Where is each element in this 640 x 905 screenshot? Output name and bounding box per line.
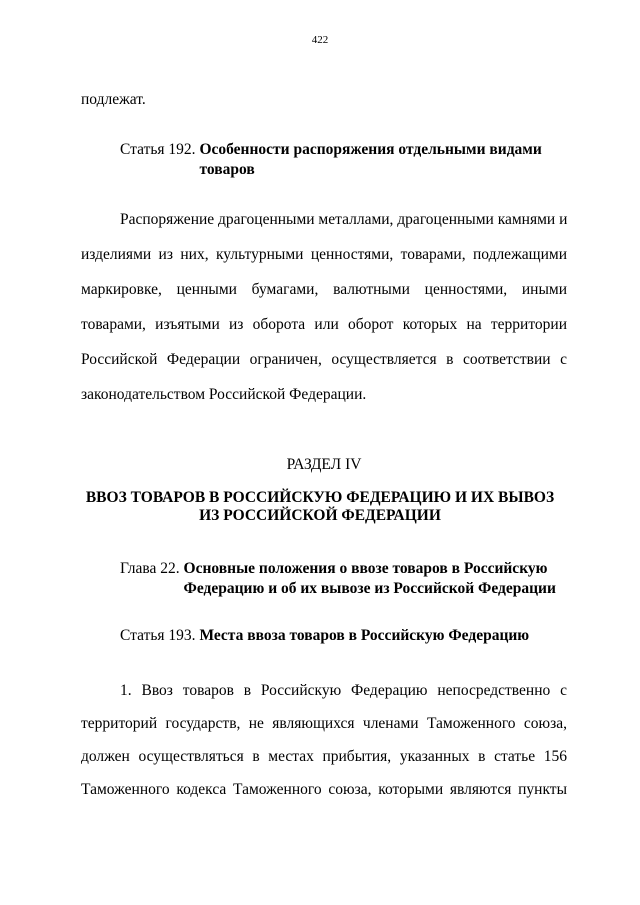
page-number: 422 bbox=[311, 34, 329, 46]
article-192-title-line1: Особенности распоряжения отдельными видами bbox=[199, 141, 542, 158]
paragraph-line: изделиями из них, культурными ценностями, товарами, подлежащими bbox=[81, 246, 567, 263]
article-192-prefix: Статья 192. bbox=[120, 141, 196, 158]
paragraph-line: 1. Ввоз товаров в Российскую Федерацию непосредственно с bbox=[120, 682, 567, 699]
chapter-22-title-line2: Федерацию и об их вывозе из Российской Федерации bbox=[183, 580, 556, 597]
paragraph-line: Российской Федерации ограничен, осуществляется в соответствии с bbox=[81, 351, 567, 368]
article-193-prefix: Статья 193. bbox=[120, 627, 196, 644]
section-title-line1: ВВОЗ ТОВАРОВ В РОССИЙСКУЮ ФЕДЕРАЦИЮ И ИХ ВЫВОЗ bbox=[85, 489, 555, 506]
paragraph-line: Таможенного кодекса Таможенного союза, которыми являются пункты bbox=[81, 781, 567, 798]
paragraph-line: территорий государств, не являющихся членами Таможенного союза, bbox=[81, 715, 567, 732]
paragraph-line: законодательством Российской Федерации. bbox=[81, 386, 367, 403]
paragraph-line: маркировке, ценными бумагами, валютными ценностями, иными bbox=[81, 281, 567, 298]
chapter-22-title-line1: Основные положения о ввозе товаров в Российскую bbox=[183, 560, 548, 577]
article-192-heading bbox=[120, 140, 542, 180]
continuation-text: подлежат. bbox=[81, 91, 146, 108]
section-label: РАЗДЕЛ IV bbox=[286, 456, 362, 473]
article-193-heading bbox=[120, 626, 529, 646]
article-193-title: Места ввоза товаров в Российскую Федерацию bbox=[199, 627, 530, 644]
paragraph-line: товарами, изъятыми из оборота или оборот которых на территории bbox=[81, 316, 567, 333]
paragraph-line: Распоряжение драгоценными металлами, драгоценными камнями и bbox=[120, 211, 568, 228]
article-192-title-line2: товаров bbox=[199, 161, 255, 178]
paragraph-line: должен осуществляться в местах прибытия, указанных в статье 156 bbox=[81, 748, 567, 765]
chapter-22-heading bbox=[120, 559, 556, 599]
section-title-line2: ИЗ РОССИЙСКОЙ ФЕДЕРАЦИИ bbox=[199, 507, 441, 524]
chapter-22-prefix: Глава 22. bbox=[120, 560, 180, 577]
